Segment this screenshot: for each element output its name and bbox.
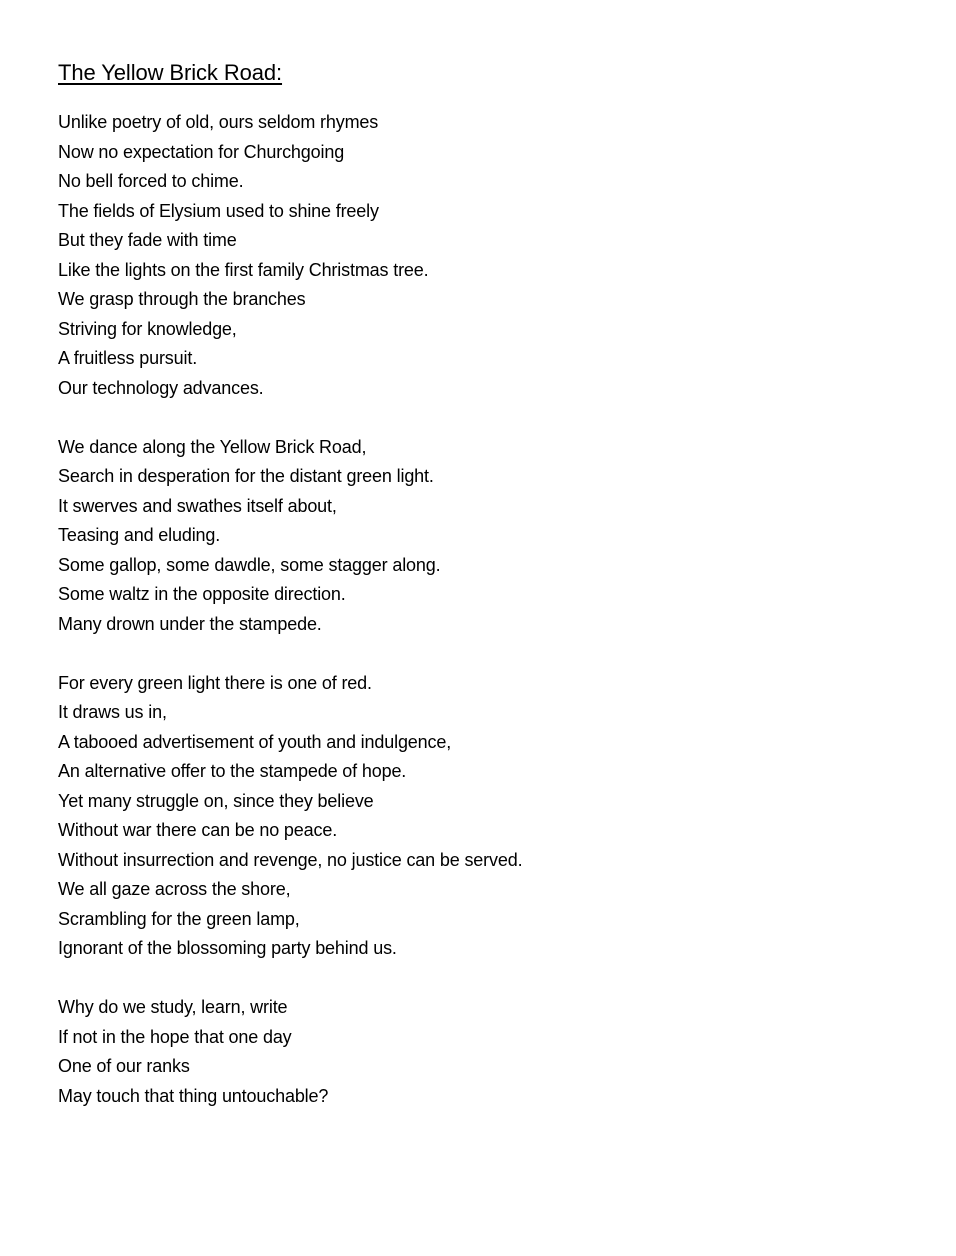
poem-line: It swerves and swathes itself about, xyxy=(58,495,337,516)
stanza-4 xyxy=(58,993,918,1111)
poem-line: Why do we study, learn, write xyxy=(58,997,288,1017)
poem-line: An alternative offer to the stampede of hope. xyxy=(58,761,407,781)
poem-line: Our technology advances. xyxy=(58,377,264,398)
poem-line: Unlike poetry of old, ours seldom rhymes xyxy=(58,112,379,132)
poem-line: Many drown under the stampede. xyxy=(58,613,322,634)
poem-line: Striving for knowledge, xyxy=(58,318,237,339)
stanza-2 xyxy=(58,433,918,640)
poem-line: If not in the hope that one day xyxy=(58,1026,292,1047)
poem-line: Without insurrection and revenge, no justice can be served. xyxy=(58,849,523,870)
poem-line: Ignorant of the blossoming party behind us. xyxy=(58,938,397,958)
poem-line: For every green light there is one of red. xyxy=(58,672,372,693)
poem-line: Teasing and eluding. xyxy=(58,525,221,545)
poem-line: We grasp through the branches xyxy=(58,289,306,309)
poem-line: Scrambling for the green lamp, xyxy=(58,908,300,929)
poem-line: But they fade with time xyxy=(58,230,237,250)
poem-line: We all gaze across the shore, xyxy=(58,879,291,899)
poem-line: May touch that thing untouchable? xyxy=(58,1085,329,1106)
poem-line: Some waltz in the opposite direction. xyxy=(58,584,346,604)
poem-line: A fruitless pursuit. xyxy=(58,348,198,368)
document-page xyxy=(58,58,918,1141)
poem-line: One of our ranks xyxy=(58,1056,190,1076)
poem-line: No bell forced to chime. xyxy=(58,171,244,191)
poem-line: We dance along the Yellow Brick Road, xyxy=(58,436,367,457)
stanza-3 xyxy=(58,669,918,964)
poem-line: The fields of Elysium used to shine freely xyxy=(58,200,379,221)
poem-line: Search in desperation for the distant green light. xyxy=(58,466,434,486)
poem-line: Like the lights on the first family Christmas tree. xyxy=(58,259,429,280)
poem-line: Yet many struggle on, since they believe xyxy=(58,790,374,811)
poem-title: The Yellow Brick Road: xyxy=(58,60,283,85)
stanza-1 xyxy=(58,108,918,403)
poem-line: A tabooed advertisement of youth and indulgence, xyxy=(58,731,452,752)
poem-line: Some gallop, some dawdle, some stagger along. xyxy=(58,554,441,575)
poem-line: Without war there can be no peace. xyxy=(58,820,338,840)
poem-line: It draws us in, xyxy=(58,702,167,722)
poem-line: Now no expectation for Churchgoing xyxy=(58,141,345,162)
